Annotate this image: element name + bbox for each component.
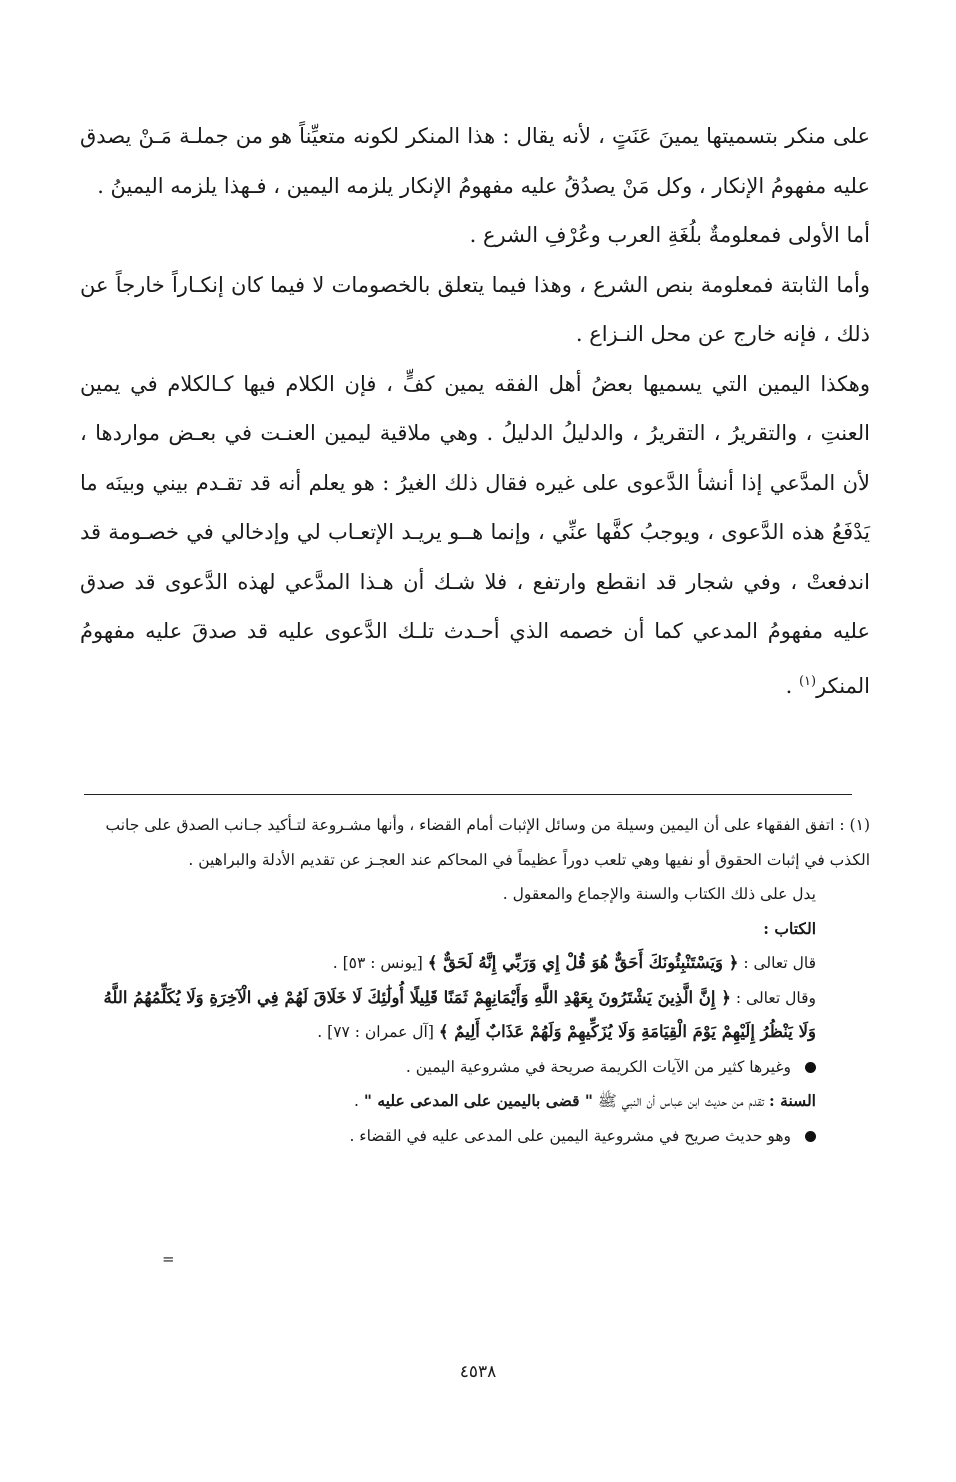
paragraph-1: على منكر بتسميتها يمينَ عَنَتٍ ، لأنه يقال : هذا المنكر لكونه متعيِّناً هو من جملـة مَـنْ يصدق عليه مفهومُ الإنكار ، وكل مَنْ يصدُقُ عليه مفهومُ الإنكار يلزمه اليمين ، فـهذا يلزمه اليمينُ .: [80, 124, 870, 198]
closing-period: .: [785, 673, 799, 698]
verse-1: [84, 946, 870, 981]
footnote-1: [84, 808, 870, 877]
sunnah-label: السنة :: [769, 1091, 816, 1110]
book-heading: الكتاب :: [763, 918, 816, 938]
verse-1-ref: [يونس : ٥٣] .: [332, 954, 423, 972]
sunnah-line: [84, 1084, 870, 1119]
bullet-icon: [805, 1062, 816, 1073]
paragraph-4: [80, 360, 870, 712]
bullet-1-text: وغيرها كثير من الآيات الكريمة صريحة في مشروعية اليمين .: [405, 1057, 791, 1076]
paragraph-3: وأما الثابتة فمعلومة بنص الشرع ، وهذا فيما يتعلق بالخصومات لا فيما كان إنكـاراً خارجاً عن ذلك ، فإنه خارج عن محل النـزاع .: [80, 272, 870, 346]
main-text: [80, 112, 870, 711]
verse-2-prefix: وقال تعالى :: [735, 988, 816, 1007]
bullet-1: [84, 1050, 870, 1085]
sunnah-text: تقدم من حديث ابن عباس أن النبي ﷺ: [597, 1092, 765, 1110]
footnote-separator: [84, 794, 852, 795]
sunnah-quote: " قضى باليمين على المدعى عليه ": [363, 1091, 594, 1110]
footnote-number: (١) :: [839, 816, 870, 834]
verse-2: [84, 981, 870, 1050]
evidence-intro: يدل على ذلك الكتاب والسنة والإجماع والمعقول .: [502, 885, 816, 903]
verse-2-ref: [آل عمران : ٧٧] .: [317, 1023, 434, 1041]
footnote-text: اتفق الفقهاء على أن اليمين وسيلة من وسائل الإثبات أمام القضاء ، وأنها مشـروعة لتـأكيد جـانب الصدق على جانب الكذب في إثبات الحقوق أو نفيها وهي تلعب دوراً عظيماً في المحاكم عند العجـز عن تقديم الأدلة والبراهين .: [105, 816, 870, 869]
verse-1-prefix: قال تعالى :: [743, 954, 816, 972]
paragraph-2: أما الأولى فمعلومةٌ بلُغَةِ العرب وعُرْفِ الشرع .: [469, 223, 870, 247]
sunnah-end: .: [354, 1092, 364, 1110]
bullet-icon: [805, 1131, 816, 1142]
bullet-2: [84, 1119, 870, 1154]
continuation-marker: =: [162, 1250, 175, 1268]
bullet-2-text: وهو حديث صريح في مشروعية اليمين على المدعى عليه في القضاء .: [349, 1126, 791, 1145]
footnotes: [84, 808, 870, 1153]
footnote-reference[interactable]: (١): [798, 673, 817, 689]
verse-2-text: ﴿ إِنَّ الَّذِينَ يَشْتَرُونَ بِعَهْدِ اللَّهِ وَأَيْمَانِهِمْ ثَمَنًا قَلِيلًا أُولَٰئِكَ لَا خَلَاقَ لَهُمْ فِي الْآخِرَةِ وَلَا يُكَلِّمُهُمُ اللَّهُ وَلَا يَنْظُرُ إِلَيْهِمْ يَوْمَ الْقِيَامَةِ وَلَا يُزَكِّيهِمْ وَلَهُمْ عَذَابٌ أَلِيمٌ ﴾: [103, 987, 816, 1041]
paragraph-4-text: وهكذا اليمين التي يسميها بعضُ أهل الفقه يمين كفٍّ ، فإن الكلام فيها كـالكلام في يمين العنتِ ، والتقريرُ ، التقريرُ ، والدليلُ الدليلُ . وهي ملاقية ليمين العنـت في بعـض مواردها ، لأن المدَّعي إذا أنشأ الدَّعوى على غيره فقال ذلك الغيرُ : هو يعلم أنه قد تقـدم بيني وبينَه ما يَدْفَعُ هذه الدَّعوى ، ويوجبُ كفَّها عنِّي ، وإنما هــو يريـد الإتعـاب لي وإدخالي في خصـومة قد اندفعتْ ، وفي شجار قد انقطع وارتفع ، فلا شـك أن هـذا المدَّعي لهذه الدَّعوى قد صدق عليه مفهومُ المدعي كما أن خصمه الذي أحـدث تلـك الدَّعوى عليه قد صدقَ عليه مفهومُ المنكر: [80, 371, 870, 698]
verse-1-text: ﴿ وَيَسْتَنْبِئُونَكَ أَحَقٌّ هُوَ قُلْ إِي وَرَبِّي إِنَّهُ لَحَقٌّ ﴾: [427, 953, 739, 972]
page-number: ٤٥٣٨: [459, 1362, 497, 1382]
